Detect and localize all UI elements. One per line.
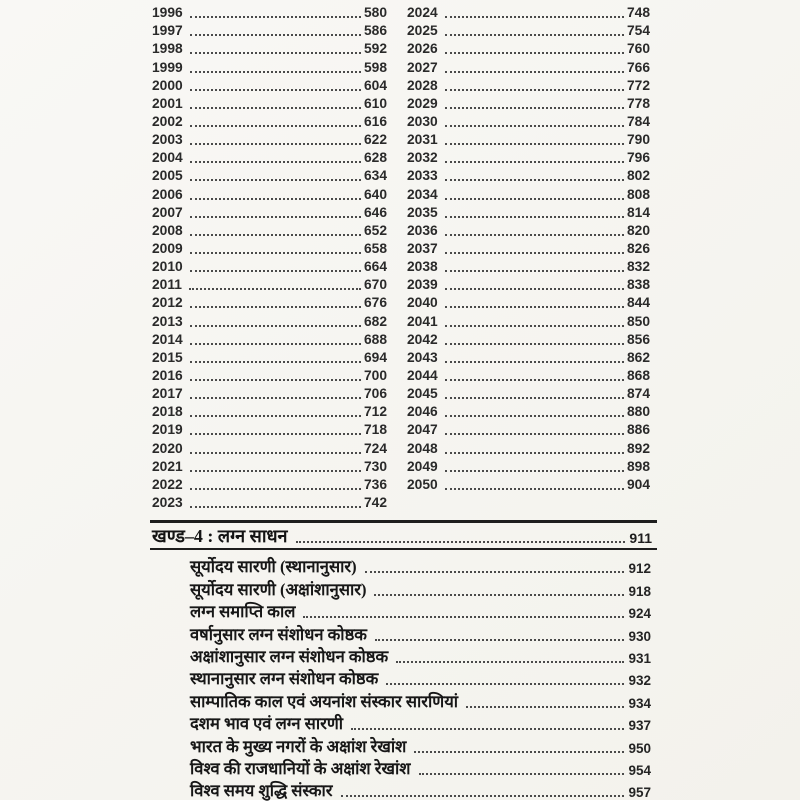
year-label: 2009 bbox=[152, 240, 183, 256]
dot-leader bbox=[396, 661, 624, 663]
page-number: 760 bbox=[626, 41, 650, 57]
toc-year-entry bbox=[152, 402, 387, 420]
page-number: 838 bbox=[626, 277, 650, 293]
year-label: 2000 bbox=[152, 77, 183, 93]
dot-leader bbox=[190, 433, 361, 435]
year-label: 2049 bbox=[407, 458, 438, 474]
page-number: 954 bbox=[628, 762, 651, 778]
dot-leader bbox=[190, 415, 361, 417]
toc-year-entry bbox=[407, 130, 650, 148]
dot-leader bbox=[445, 107, 624, 109]
toc-year-entry bbox=[152, 239, 387, 257]
toc-year-entry bbox=[407, 94, 650, 112]
year-label: 2019 bbox=[152, 422, 183, 438]
dot-leader bbox=[190, 71, 361, 73]
page-number: 748 bbox=[626, 5, 650, 21]
year-label: 2027 bbox=[407, 59, 438, 75]
year-label: 2024 bbox=[407, 5, 438, 21]
toc-section-item bbox=[190, 622, 651, 644]
dot-leader bbox=[190, 52, 361, 54]
page-number: 832 bbox=[626, 259, 650, 275]
page-number: 802 bbox=[626, 168, 650, 184]
page-number: 924 bbox=[628, 606, 651, 622]
toc-year-entry bbox=[407, 293, 650, 311]
dot-leader bbox=[296, 541, 626, 543]
page-number: 934 bbox=[628, 695, 651, 711]
year-label: 2023 bbox=[152, 494, 183, 510]
page-number: 772 bbox=[626, 77, 650, 93]
page-number: 718 bbox=[363, 422, 387, 438]
toc-section-item bbox=[190, 757, 651, 779]
page-number: 730 bbox=[363, 458, 387, 474]
item-label: सूर्योदय सारणी (अक्षांशानुसार) bbox=[190, 579, 367, 599]
dot-leader bbox=[419, 773, 625, 775]
page-number: 742 bbox=[363, 494, 387, 510]
item-label: भारत के मुख्य नगरों के अक्षांश रेखांश bbox=[190, 736, 407, 756]
page-number: 892 bbox=[626, 440, 650, 456]
page-number: 616 bbox=[363, 113, 387, 129]
item-label: विश्व की राजधानियों के अक्षांश रेखांश bbox=[190, 758, 411, 778]
toc-year-entry bbox=[152, 275, 387, 293]
toc-year-entry bbox=[407, 348, 650, 366]
dot-leader bbox=[445, 488, 624, 490]
section-title: खण्ड–4 : लग्न साधन bbox=[152, 526, 288, 546]
dot-leader bbox=[445, 252, 624, 254]
toc-year-entry bbox=[407, 21, 650, 39]
page-number: 796 bbox=[626, 150, 650, 166]
section-divider-top bbox=[150, 520, 657, 523]
toc-year-entry bbox=[407, 112, 650, 130]
page-number: 912 bbox=[628, 561, 651, 577]
year-label: 2037 bbox=[407, 240, 438, 256]
page-number: 826 bbox=[626, 240, 650, 256]
toc-year-entry bbox=[407, 475, 650, 493]
item-label: विश्व समय शुद्धि संस्कार bbox=[190, 781, 333, 801]
toc-year-entry bbox=[407, 420, 650, 438]
page-number: 862 bbox=[626, 349, 650, 365]
dot-leader bbox=[190, 89, 361, 91]
dot-leader bbox=[445, 306, 624, 308]
toc-year-entry bbox=[407, 3, 650, 21]
toc-year-column-left bbox=[152, 3, 387, 511]
section-header-row bbox=[152, 525, 652, 547]
toc-year-entry bbox=[152, 203, 387, 221]
dot-leader bbox=[190, 361, 361, 363]
dot-leader bbox=[190, 216, 361, 218]
toc-year-entry bbox=[152, 3, 387, 21]
dot-leader bbox=[189, 288, 361, 290]
page-number: 904 bbox=[626, 476, 650, 492]
year-label: 2030 bbox=[407, 113, 438, 129]
toc-year-entry bbox=[407, 76, 650, 94]
dot-leader bbox=[466, 706, 624, 708]
dot-leader bbox=[445, 397, 624, 399]
dot-leader bbox=[341, 795, 625, 797]
year-label: 2014 bbox=[152, 331, 183, 347]
dot-leader bbox=[414, 751, 624, 753]
page-number: 898 bbox=[626, 458, 650, 474]
page-number: 598 bbox=[363, 59, 387, 75]
dot-leader bbox=[445, 325, 624, 327]
dot-leader bbox=[190, 179, 361, 181]
year-label: 2003 bbox=[152, 132, 183, 148]
dot-leader bbox=[351, 728, 624, 730]
dot-leader bbox=[445, 161, 624, 163]
dot-leader bbox=[365, 571, 625, 573]
year-label: 2005 bbox=[152, 168, 183, 184]
toc-year-entry bbox=[152, 76, 387, 94]
year-label: 2035 bbox=[407, 204, 438, 220]
toc-section-item bbox=[190, 600, 651, 622]
toc-year-entry bbox=[407, 57, 650, 75]
toc-year-entry bbox=[152, 384, 387, 402]
page-number: 957 bbox=[628, 785, 651, 801]
year-label: 2031 bbox=[407, 132, 438, 148]
year-label: 2001 bbox=[152, 95, 183, 111]
page-number: 932 bbox=[628, 673, 651, 689]
toc-year-entry bbox=[407, 203, 650, 221]
page-number: 676 bbox=[363, 295, 387, 311]
toc-year-entry bbox=[152, 457, 387, 475]
year-label: 2016 bbox=[152, 367, 183, 383]
page-number: 658 bbox=[363, 240, 387, 256]
year-label: 2015 bbox=[152, 349, 183, 365]
year-label: 1998 bbox=[152, 41, 183, 57]
dot-leader bbox=[190, 125, 361, 127]
page-number: 931 bbox=[628, 650, 651, 666]
page-number: 688 bbox=[363, 331, 387, 347]
year-label: 2013 bbox=[152, 313, 183, 329]
toc-year-entry bbox=[152, 148, 387, 166]
toc-year-entry bbox=[407, 275, 650, 293]
page-number: 712 bbox=[363, 404, 387, 420]
page-number: 634 bbox=[363, 168, 387, 184]
toc-section-item bbox=[190, 689, 651, 711]
toc-year-entry bbox=[407, 184, 650, 202]
year-label: 2034 bbox=[407, 186, 438, 202]
year-label: 2046 bbox=[407, 404, 438, 420]
page-number: 646 bbox=[363, 204, 387, 220]
toc-year-entry bbox=[152, 112, 387, 130]
item-label: लग्न समाप्ति काल bbox=[190, 602, 296, 622]
dot-leader bbox=[445, 216, 624, 218]
dot-leader bbox=[190, 379, 361, 381]
toc-section-item bbox=[190, 555, 651, 577]
page-number: 580 bbox=[363, 5, 387, 21]
year-label: 2036 bbox=[407, 222, 438, 238]
page-number: 820 bbox=[626, 222, 650, 238]
section-page-number: 911 bbox=[629, 530, 652, 546]
year-label: 2048 bbox=[407, 440, 438, 456]
page-number: 754 bbox=[626, 23, 650, 39]
page-number: 694 bbox=[363, 349, 387, 365]
dot-leader bbox=[190, 16, 361, 18]
page-number: 700 bbox=[363, 367, 387, 383]
toc-year-entry bbox=[152, 420, 387, 438]
page-number: 930 bbox=[628, 628, 651, 644]
toc-section-item bbox=[190, 734, 651, 756]
page-number: 604 bbox=[363, 77, 387, 93]
year-label: 1996 bbox=[152, 5, 183, 21]
year-label: 2006 bbox=[152, 186, 183, 202]
dot-leader bbox=[445, 143, 624, 145]
year-label: 2044 bbox=[407, 367, 438, 383]
year-label: 2017 bbox=[152, 386, 183, 402]
page-number: 622 bbox=[363, 132, 387, 148]
page-number: 640 bbox=[363, 186, 387, 202]
page-number: 814 bbox=[626, 204, 650, 220]
year-label: 2045 bbox=[407, 386, 438, 402]
toc-year-entry bbox=[152, 21, 387, 39]
item-label: साम्पातिक काल एवं अयनांश संस्कार सारणियां bbox=[190, 691, 459, 711]
year-label: 2040 bbox=[407, 295, 438, 311]
year-label: 1997 bbox=[152, 23, 183, 39]
year-label: 2008 bbox=[152, 222, 183, 238]
page-number: 856 bbox=[626, 331, 650, 347]
toc-section-item bbox=[190, 577, 651, 599]
year-label: 2032 bbox=[407, 150, 438, 166]
page-number: 706 bbox=[363, 386, 387, 402]
dot-leader bbox=[190, 107, 361, 109]
page-number: 784 bbox=[626, 113, 650, 129]
page-number: 664 bbox=[363, 259, 387, 275]
page-number: 790 bbox=[626, 132, 650, 148]
toc-year-entry bbox=[407, 148, 650, 166]
toc-year-entry bbox=[152, 311, 387, 329]
toc-year-entry bbox=[407, 311, 650, 329]
toc-year-entry bbox=[407, 330, 650, 348]
page-number: 874 bbox=[626, 386, 650, 402]
toc-year-entry bbox=[407, 384, 650, 402]
page-number: 950 bbox=[628, 740, 651, 756]
dot-leader bbox=[190, 270, 361, 272]
page-number: 850 bbox=[626, 313, 650, 329]
year-label: 2022 bbox=[152, 476, 183, 492]
year-label: 2038 bbox=[407, 259, 438, 275]
item-label: वर्षानुसार लग्न संशोधन कोष्ठक bbox=[190, 624, 367, 644]
dot-leader bbox=[190, 143, 361, 145]
item-label: स्थानानुसार लग्न संशोधन कोष्ठक bbox=[190, 669, 379, 689]
dot-leader bbox=[190, 161, 361, 163]
dot-leader bbox=[445, 198, 624, 200]
toc-year-entry bbox=[407, 366, 650, 384]
page-number: 628 bbox=[363, 150, 387, 166]
toc-year-entry bbox=[407, 166, 650, 184]
year-label: 2025 bbox=[407, 23, 438, 39]
item-label: सूर्योदय सारणी (स्थानानुसार) bbox=[190, 557, 357, 577]
section-item-list bbox=[190, 555, 651, 801]
page-number: 724 bbox=[363, 440, 387, 456]
toc-year-entry bbox=[407, 239, 650, 257]
dot-leader bbox=[445, 433, 624, 435]
toc-year-entry bbox=[152, 130, 387, 148]
dot-leader bbox=[190, 470, 361, 472]
year-label: 2029 bbox=[407, 95, 438, 111]
page-number: 586 bbox=[363, 23, 387, 39]
year-label: 2039 bbox=[407, 277, 438, 293]
dot-leader bbox=[445, 16, 624, 18]
page-number: 808 bbox=[626, 186, 650, 202]
dot-leader bbox=[445, 343, 624, 345]
year-label: 2007 bbox=[152, 204, 183, 220]
dot-leader bbox=[445, 234, 624, 236]
toc-year-entry bbox=[152, 94, 387, 112]
item-label: दशम भाव एवं लग्न सारणी bbox=[190, 714, 344, 734]
year-label: 2011 bbox=[152, 277, 182, 293]
year-label: 2041 bbox=[407, 313, 438, 329]
toc-year-entry bbox=[152, 166, 387, 184]
dot-leader bbox=[190, 488, 361, 490]
dot-leader bbox=[445, 34, 624, 36]
year-label: 2043 bbox=[407, 349, 438, 365]
item-label: अक्षांशानुसार लग्न संशोधन कोष्ठक bbox=[190, 646, 389, 666]
dot-leader bbox=[445, 361, 624, 363]
toc-year-entry bbox=[152, 57, 387, 75]
page-number: 736 bbox=[363, 476, 387, 492]
year-label: 2018 bbox=[152, 404, 183, 420]
page-number: 610 bbox=[363, 95, 387, 111]
dot-leader bbox=[190, 234, 361, 236]
page-number: 868 bbox=[626, 367, 650, 383]
page-number: 886 bbox=[626, 422, 650, 438]
toc-year-entry bbox=[152, 221, 387, 239]
toc-section-item bbox=[190, 667, 651, 689]
toc-year-entry bbox=[407, 257, 650, 275]
dot-leader bbox=[190, 506, 361, 508]
toc-section-item bbox=[190, 645, 651, 667]
page-number: 918 bbox=[628, 583, 651, 599]
page-number: 682 bbox=[363, 313, 387, 329]
page-number: 652 bbox=[363, 222, 387, 238]
page-number: 844 bbox=[626, 295, 650, 311]
toc-year-entry bbox=[152, 257, 387, 275]
dot-leader bbox=[190, 397, 361, 399]
toc-year-entry bbox=[407, 438, 650, 456]
toc-year-entry bbox=[152, 475, 387, 493]
year-label: 2042 bbox=[407, 331, 438, 347]
page-number: 592 bbox=[363, 41, 387, 57]
year-label: 2028 bbox=[407, 77, 438, 93]
year-label: 2047 bbox=[407, 422, 438, 438]
dot-leader bbox=[190, 306, 361, 308]
dot-leader bbox=[445, 452, 624, 454]
year-label: 2004 bbox=[152, 150, 183, 166]
dot-leader bbox=[190, 34, 361, 36]
year-label: 2050 bbox=[407, 476, 438, 492]
toc-year-entry bbox=[152, 366, 387, 384]
toc-year-entry bbox=[152, 184, 387, 202]
year-label: 2033 bbox=[407, 168, 438, 184]
dot-leader bbox=[303, 616, 624, 618]
toc-year-column-right bbox=[407, 3, 650, 493]
dot-leader bbox=[190, 325, 361, 327]
page-number: 766 bbox=[626, 59, 650, 75]
dot-leader bbox=[445, 270, 624, 272]
toc-year-entry bbox=[152, 493, 387, 511]
dot-leader bbox=[445, 89, 624, 91]
page-number: 670 bbox=[363, 277, 387, 293]
dot-leader bbox=[374, 594, 624, 596]
dot-leader bbox=[445, 125, 624, 127]
toc-year-entry bbox=[407, 39, 650, 57]
dot-leader bbox=[445, 71, 624, 73]
year-label: 2026 bbox=[407, 41, 438, 57]
year-label: 2010 bbox=[152, 259, 183, 275]
toc-year-entry bbox=[152, 330, 387, 348]
section-divider-bottom bbox=[150, 548, 657, 550]
toc-year-entry bbox=[152, 438, 387, 456]
year-label: 2002 bbox=[152, 113, 183, 129]
dot-leader bbox=[190, 343, 361, 345]
year-label: 2021 bbox=[152, 458, 183, 474]
toc-year-entry bbox=[152, 293, 387, 311]
page-number: 937 bbox=[628, 718, 651, 734]
dot-leader bbox=[445, 470, 624, 472]
dot-leader bbox=[445, 415, 624, 417]
toc-year-entry bbox=[152, 39, 387, 57]
dot-leader bbox=[445, 179, 624, 181]
toc-section-item bbox=[190, 779, 651, 801]
toc-year-entry bbox=[407, 457, 650, 475]
toc-year-entry bbox=[407, 221, 650, 239]
page-number: 778 bbox=[626, 95, 650, 111]
dot-leader bbox=[375, 639, 625, 641]
dot-leader bbox=[190, 252, 361, 254]
year-label: 1999 bbox=[152, 59, 183, 75]
dot-leader bbox=[190, 452, 361, 454]
dot-leader bbox=[386, 683, 624, 685]
year-label: 2012 bbox=[152, 295, 183, 311]
toc-year-entry bbox=[407, 402, 650, 420]
dot-leader bbox=[445, 52, 624, 54]
year-label: 2020 bbox=[152, 440, 183, 456]
dot-leader bbox=[190, 198, 361, 200]
dot-leader bbox=[445, 288, 624, 290]
page-number: 880 bbox=[626, 404, 650, 420]
toc-section-item bbox=[190, 712, 651, 734]
toc-year-entry bbox=[152, 348, 387, 366]
dot-leader bbox=[445, 379, 624, 381]
